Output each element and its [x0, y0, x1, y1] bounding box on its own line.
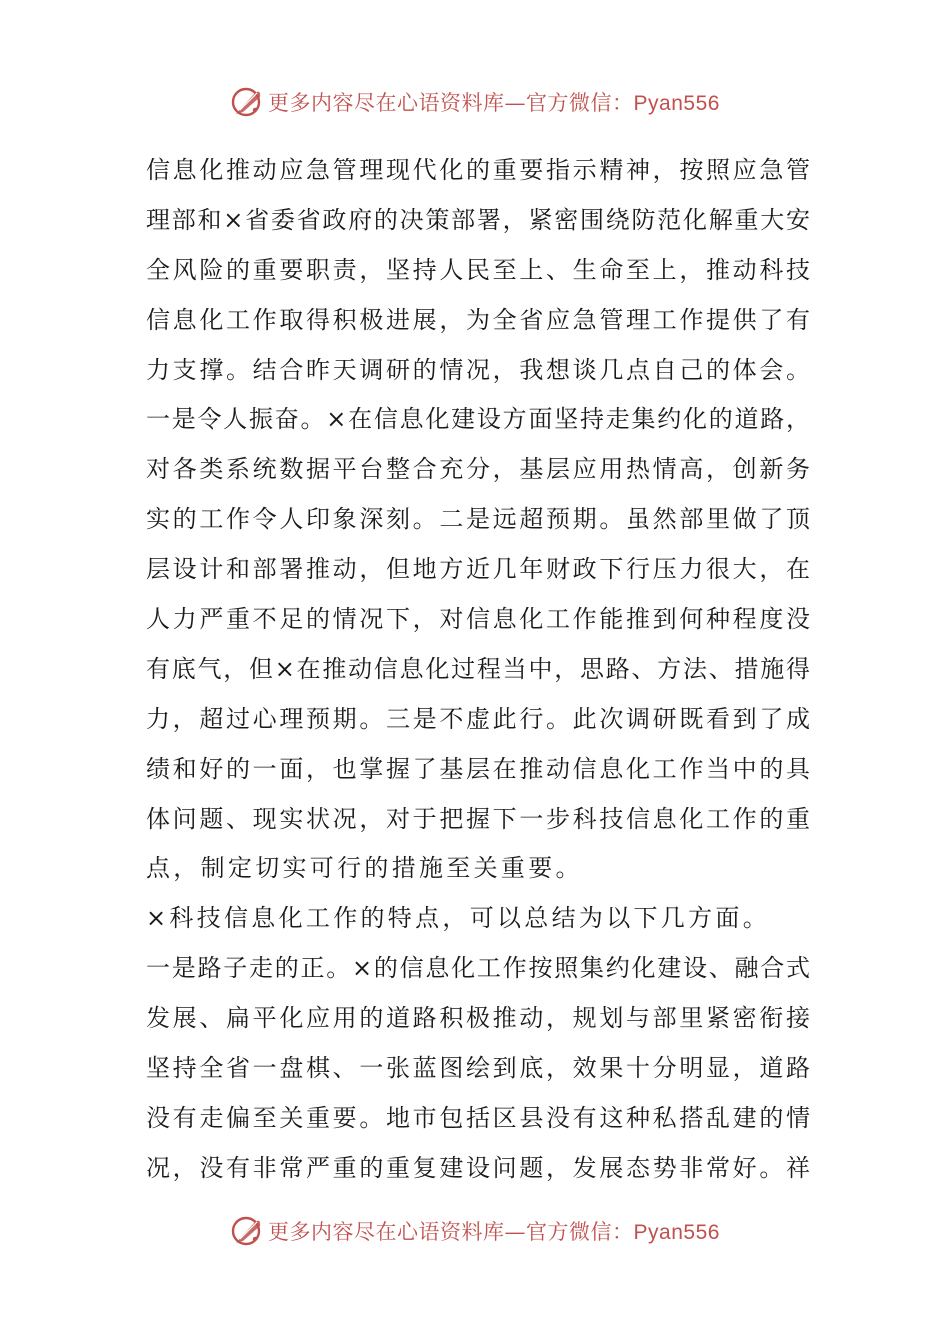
quill-logo-icon	[230, 85, 264, 119]
body-line: 力支撑。结合昨天调研的情况，我想谈几点自己的体会。	[146, 355, 810, 384]
footer-contact-id: Pyan556	[633, 1221, 720, 1244]
body-line: 一是路子走的正。×的信息化工作按照集约化建设、融合式	[146, 954, 810, 983]
body-line: 人力严重不足的情况下，对信息化工作能推到何种程度没	[146, 605, 810, 634]
body-line: 点，制定切实可行的措施至关重要。	[146, 854, 583, 883]
body-line: 实的工作令人印象深刻。二是远超预期。虽然部里做了顶	[146, 505, 810, 534]
body-line: 没有走偏至关重要。地市包括区县没有这种私搭乱建的情	[146, 1103, 810, 1132]
body-line: ×科技信息化工作的特点，可以总结为以下几方面。	[146, 904, 771, 933]
header-banner-text	[268, 87, 720, 117]
body-line: 层设计和部署推动，但地方近几年财政下行压力很大，在	[146, 555, 810, 584]
footer-banner	[0, 1211, 950, 1251]
body-line: 体问题、现实状况，对于把握下一步科技信息化工作的重	[146, 804, 810, 833]
body-line: 信息化推动应急管理现代化的重要指示精神，按照应急管	[146, 156, 810, 184]
header-banner	[0, 82, 950, 122]
quill-logo-icon	[230, 1214, 264, 1248]
body-line: 全风险的重要职责，坚持人民至上、生命至上，推动科技	[146, 255, 810, 284]
body-line: 况，没有非常严重的重复建设问题，发展态势非常好。祥	[146, 1153, 810, 1182]
body-line: 绩和好的一面，也掌握了基层在推动信息化工作当中的具	[146, 754, 810, 783]
body-line: 理部和×省委省政府的决策部署，紧密围绕防范化解重大安	[146, 205, 810, 234]
body-line: 一是令人振奋。×在信息化建设方面坚持走集约化的道路，	[146, 405, 810, 434]
body-line: 有底气，但×在推动信息化过程当中，思路、方法、措施得	[146, 654, 810, 683]
document-body	[146, 146, 810, 1194]
body-line: 发展、扁平化应用的道路积极推动，规划与部里紧密衔接	[146, 1004, 810, 1033]
body-line: 对各类系统数据平台整合充分，基层应用热情高，创新务	[146, 455, 810, 484]
header-contact-id: Pyan556	[633, 92, 720, 115]
footer-promo-text: 更多内容尽在心语资料库—官方微信：	[268, 1220, 634, 1244]
body-line: 力，超过心理预期。三是不虚此行。此次调研既看到了成	[146, 704, 810, 733]
header-promo-text: 更多内容尽在心语资料库—官方微信：	[268, 91, 634, 115]
body-line: 坚持全省一盘棋、一张蓝图绘到底，效果十分明显，道路	[146, 1054, 810, 1083]
body-line: 信息化工作取得积极进展，为全省应急管理工作提供了有	[146, 305, 810, 334]
footer-banner-text	[268, 1216, 720, 1246]
